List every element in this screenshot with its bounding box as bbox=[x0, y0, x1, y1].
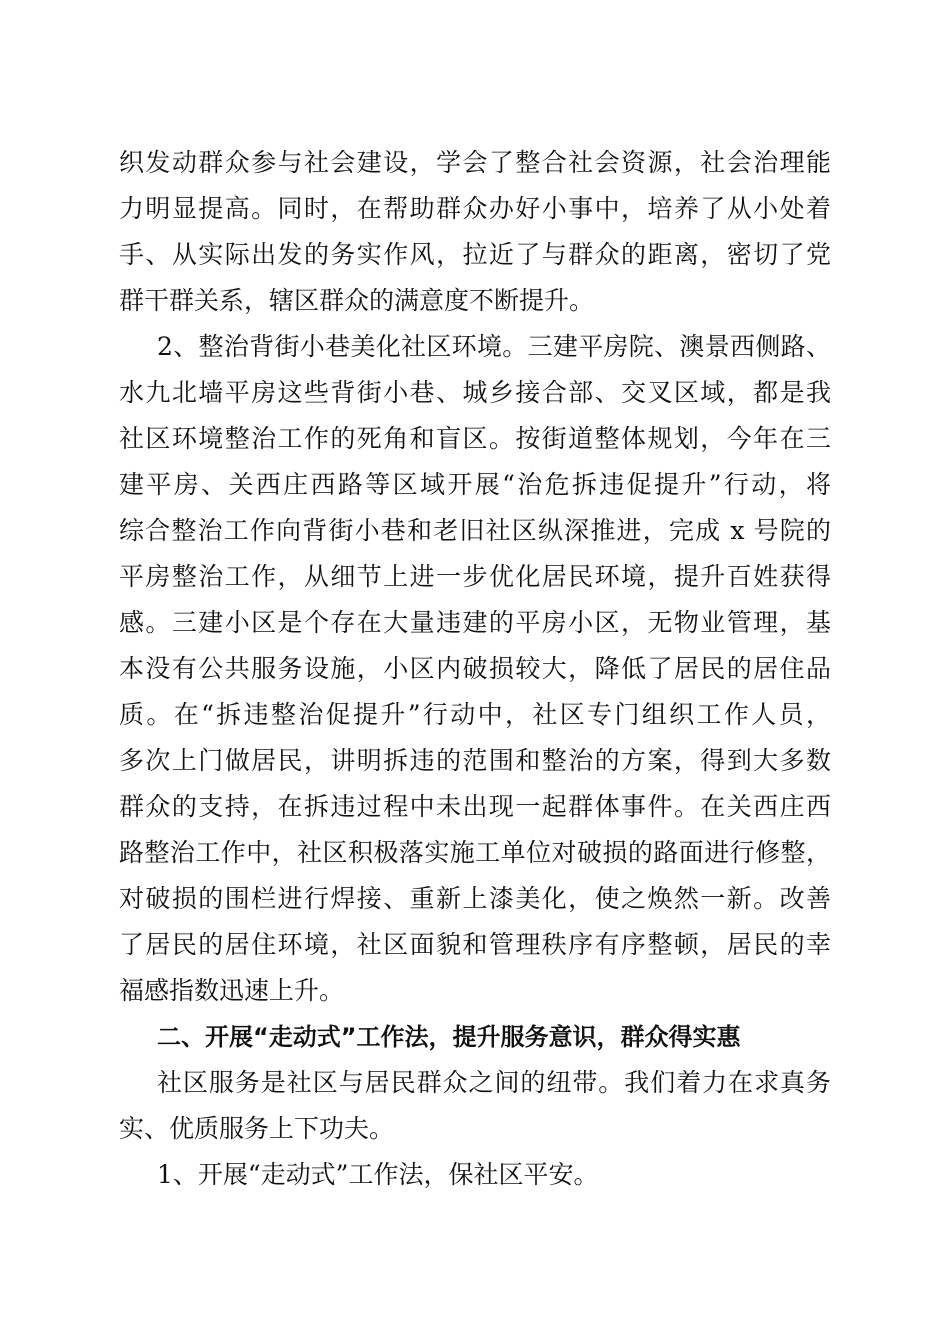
document-body bbox=[119, 140, 831, 1198]
text-line: 力明显提高。同时，在帮助群众办好小事中，培养了从小处着 bbox=[119, 194, 831, 223]
text-line: 多次上门做居民，讲明拆违的范围和整治的方案，得到大多数 bbox=[119, 746, 831, 775]
text-line: 社区环境整治工作的死角和盲区。按街道整体规划，今年在三 bbox=[119, 424, 831, 453]
text-line: 群干群关系，辖区群众的满意度不断提升。 bbox=[119, 286, 595, 315]
text-line: 实、优质服务上下功夫。 bbox=[119, 1114, 395, 1143]
text-line: 对破损的围栏进行焊接、重新上漆美化，使之焕然一新。改善 bbox=[119, 884, 831, 913]
text-line: 建平房、关西庄西路等区域开展“治危拆违促提升”行动，将 bbox=[119, 470, 831, 499]
text-line: 福感指数迅速上升。 bbox=[119, 976, 345, 1005]
text-line: 手、从实际出发的务实作风，拉近了与群众的距离，密切了党 bbox=[119, 240, 831, 269]
subsection-line: 1、开展“走动式”工作法，保社区平安。 bbox=[157, 1160, 599, 1189]
text-line: 本没有公共服务设施，小区内破损较大，降低了居民的居住品 bbox=[119, 654, 831, 683]
text-line: 社区服务是社区与居民群众之间的纽带。我们着力在求真务 bbox=[157, 1068, 831, 1097]
text-line: 了居民的居住环境，社区面貌和管理秩序有序整顿，居民的幸 bbox=[119, 930, 831, 959]
text-line: 群众的支持，在拆违过程中未出现一起群体事件。在关西庄西 bbox=[119, 792, 831, 821]
text-line: 质。在“拆违整治促提升”行动中，社区专门组织工作人员， bbox=[119, 700, 831, 729]
text-line: 平房整治工作，从细节上进一步优化居民环境，提升百姓获得 bbox=[119, 562, 831, 591]
text-line: 织发动群众参与社会建设，学会了整合社会资源，社会治理能 bbox=[119, 148, 831, 177]
text-line: 感。三建小区是个存在大量违建的平房小区，无物业管理，基 bbox=[119, 608, 831, 637]
section-heading: 二、开展“走动式”工作法，提升服务意识，群众得实惠 bbox=[157, 1023, 741, 1051]
text-line: 水九北墙平房这些背街小巷、城乡接合部、交叉区域，都是我 bbox=[119, 378, 831, 407]
text-line: 2、整治背街小巷美化社区环境。三建平房院、澳景西侧路、 bbox=[157, 332, 831, 361]
text-line: 路整治工作中，社区积极落实施工单位对破损的路面进行修整， bbox=[119, 838, 831, 867]
text-line: 综合整治工作向背街小巷和老旧社区纵深推进，完成 x 号院的 bbox=[119, 516, 831, 545]
